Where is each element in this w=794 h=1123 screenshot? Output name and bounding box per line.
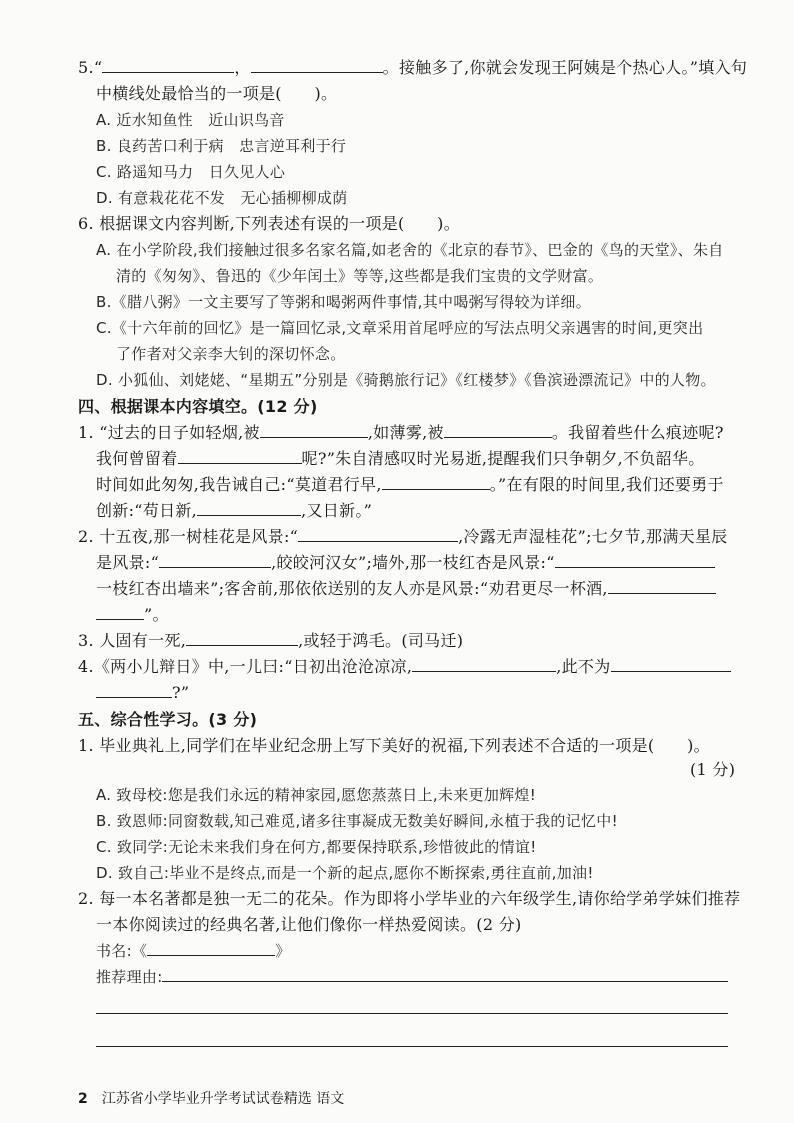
s5-q1-stem: 1. 毕业典礼上,同学们在毕业纪念册上写下美好的祝福,下列表述不合适的一项是( )。: [78, 736, 710, 755]
s4-q1-blank-1[interactable]: [260, 423, 368, 438]
q5-option-c: C. 路遥知马力 日久见人心: [96, 163, 286, 181]
q5-option-b: B. 良药苦口利于病 忠言逆耳利于行: [96, 137, 347, 155]
s4-q1-line-3: 时间如此匆匆,我告诫自己:“莫道君行早, 。”在有限的时间里,我们还要勇于: [96, 475, 724, 494]
s4-q2-blank-5[interactable]: [96, 605, 144, 620]
book-name-row: 书名:《 》: [96, 942, 291, 960]
s4-q2-blank-2[interactable]: [159, 553, 271, 568]
section-4-title: 四、根据课本内容填空。(12 分): [78, 397, 318, 416]
s4-q1-blank-4[interactable]: [382, 475, 490, 490]
s4-q1-line-2: 我何曾留着 呢?”朱自清感叹时光易逝,提醒我们只争朝夕,不负韶华。: [96, 449, 705, 468]
s4-q2-line-4: ”。: [96, 605, 169, 625]
s5-q1-score: (1 分): [690, 760, 736, 779]
s5-q1-option-b: B. 致恩师:同窗数载,知己难觅,诸多往事凝成无数美好瞬间,永植于我的记忆中!: [96, 812, 618, 830]
q6-option-d: D. 小狐仙、刘姥姥、“星期五”分别是《骑鹅旅行记》《红楼梦》《鲁滨逊漂流记》中的人物。: [96, 371, 716, 389]
s4-q2-blank-4[interactable]: [608, 579, 716, 594]
s4-q4-blank-2[interactable]: [611, 657, 731, 672]
page-number: 2: [78, 1091, 88, 1107]
q5-line-1: 5.“ ， 。接触多了,你就会发现王阿姨是个热心人。”填入句: [78, 58, 748, 77]
s4-q4-line-1: 4.《两小儿辩日》中,一儿曰:“日初出沧沧凉凉, ,此不为: [78, 657, 731, 677]
s5-q2-line-2: 一本你阅读过的经典名著,让他们像你一样热爱阅读。(2 分): [96, 915, 522, 934]
reason-line-1[interactable]: [162, 981, 728, 982]
q5-blank-2[interactable]: [251, 58, 383, 73]
s5-q1-option-d: D. 致自己:毕业不是终点,而是一个新的起点,愿你不断探索,勇往直前,加油!: [96, 864, 594, 882]
s4-q1-line-4: 创新:“苟日新, ,又日新。”: [96, 501, 373, 520]
reason-label: 推荐理由:: [96, 968, 163, 986]
s4-q1-line-1: 1. “过去的日子如轻烟,被 ,如薄雾,被 。我留着些什么痕迹呢?: [78, 423, 724, 442]
q6-option-c-1: C.《十六年前的回忆》是一篇回忆录,文章采用首尾呼应的写法点明父亲遇害的时间,更突出: [96, 319, 704, 337]
page-footer: [78, 1088, 344, 1108]
q5-option-d: D. 有意栽花花不发 无心插柳柳成荫: [96, 189, 348, 207]
book-name-blank[interactable]: [147, 941, 275, 956]
s4-q2-blank-1[interactable]: [298, 527, 458, 542]
q6-option-a-1: A. 在小学阶段,我们接触过很多名家名篇,如老舍的《北京的春节》、巴金的《鸟的天堂》、朱自: [96, 241, 724, 259]
q5-option-a: A. 近水知鱼性 近山识鸟音: [96, 111, 285, 129]
s5-q1-option-a: A. 致母校:您是我们永远的精神家园,愿您蒸蒸日上,未来更加辉煌!: [96, 786, 537, 804]
s5-q2-line-1: 2. 每一本名著都是独一无二的花朵。作为即将小学毕业的六年级学生,请你给学弟学妹们推荐: [78, 889, 741, 908]
s4-q1-blank-5[interactable]: [197, 501, 301, 516]
s4-q2-line-2: 是风景:“ ,皎皎河汉女”;墙外,那一枝红杏是风景:“: [96, 553, 715, 573]
s4-q4-line-2: ?”: [96, 683, 189, 703]
q5-blank-1[interactable]: [102, 58, 234, 73]
s4-q1-blank-2[interactable]: [444, 423, 552, 438]
s4-q1-blank-3[interactable]: [178, 449, 302, 464]
s4-q3: 3. 人固有一死, ,或轻于鸿毛。(司马迁): [78, 631, 464, 650]
s4-q4-blank-3[interactable]: [96, 683, 172, 698]
q6-option-c-2: 了作者对父亲李大钊的深切怀念。: [116, 345, 346, 363]
section-5-title: 五、综合性学习。(3 分): [78, 710, 258, 729]
s4-q4-blank-1[interactable]: [412, 657, 556, 672]
footer-title: 江苏省小学毕业升学考试试卷精选 语文: [101, 1091, 345, 1107]
s5-q1-option-c: C. 致同学:无论未来我们身在何方,都要保持联系,珍惜彼此的情谊!: [96, 838, 537, 856]
reason-line-3[interactable]: [96, 1046, 728, 1047]
q6-option-b: B.《腊八粥》一文主要写了等粥和喝粥两件事情,其中喝粥写得较为详细。: [96, 293, 592, 311]
s4-q3-blank[interactable]: [186, 631, 298, 646]
q5-line-2: 中横线处最恰当的一项是( )。: [96, 84, 338, 103]
q6-stem: 6. 根据课文内容判断,下列表述有误的一项是( )。: [78, 214, 461, 233]
s4-q2-line-3: 一枝红杏出墙来”;客舍前,那依依送别的友人亦是风景:“劝君更尽一杯酒,: [96, 579, 716, 599]
s4-q2-line-1: 2. 十五夜,那一树桂花是风景:“ ,冷露无声湿桂花”;七夕节,那满天星辰: [78, 527, 728, 546]
reason-line-2[interactable]: [96, 1013, 728, 1014]
q6-option-a-2: 清的《匆匆》、鲁迅的《少年闰土》等等,这些都是我们宝贵的文学财富。: [116, 267, 604, 285]
s4-q2-blank-3[interactable]: [555, 553, 715, 568]
